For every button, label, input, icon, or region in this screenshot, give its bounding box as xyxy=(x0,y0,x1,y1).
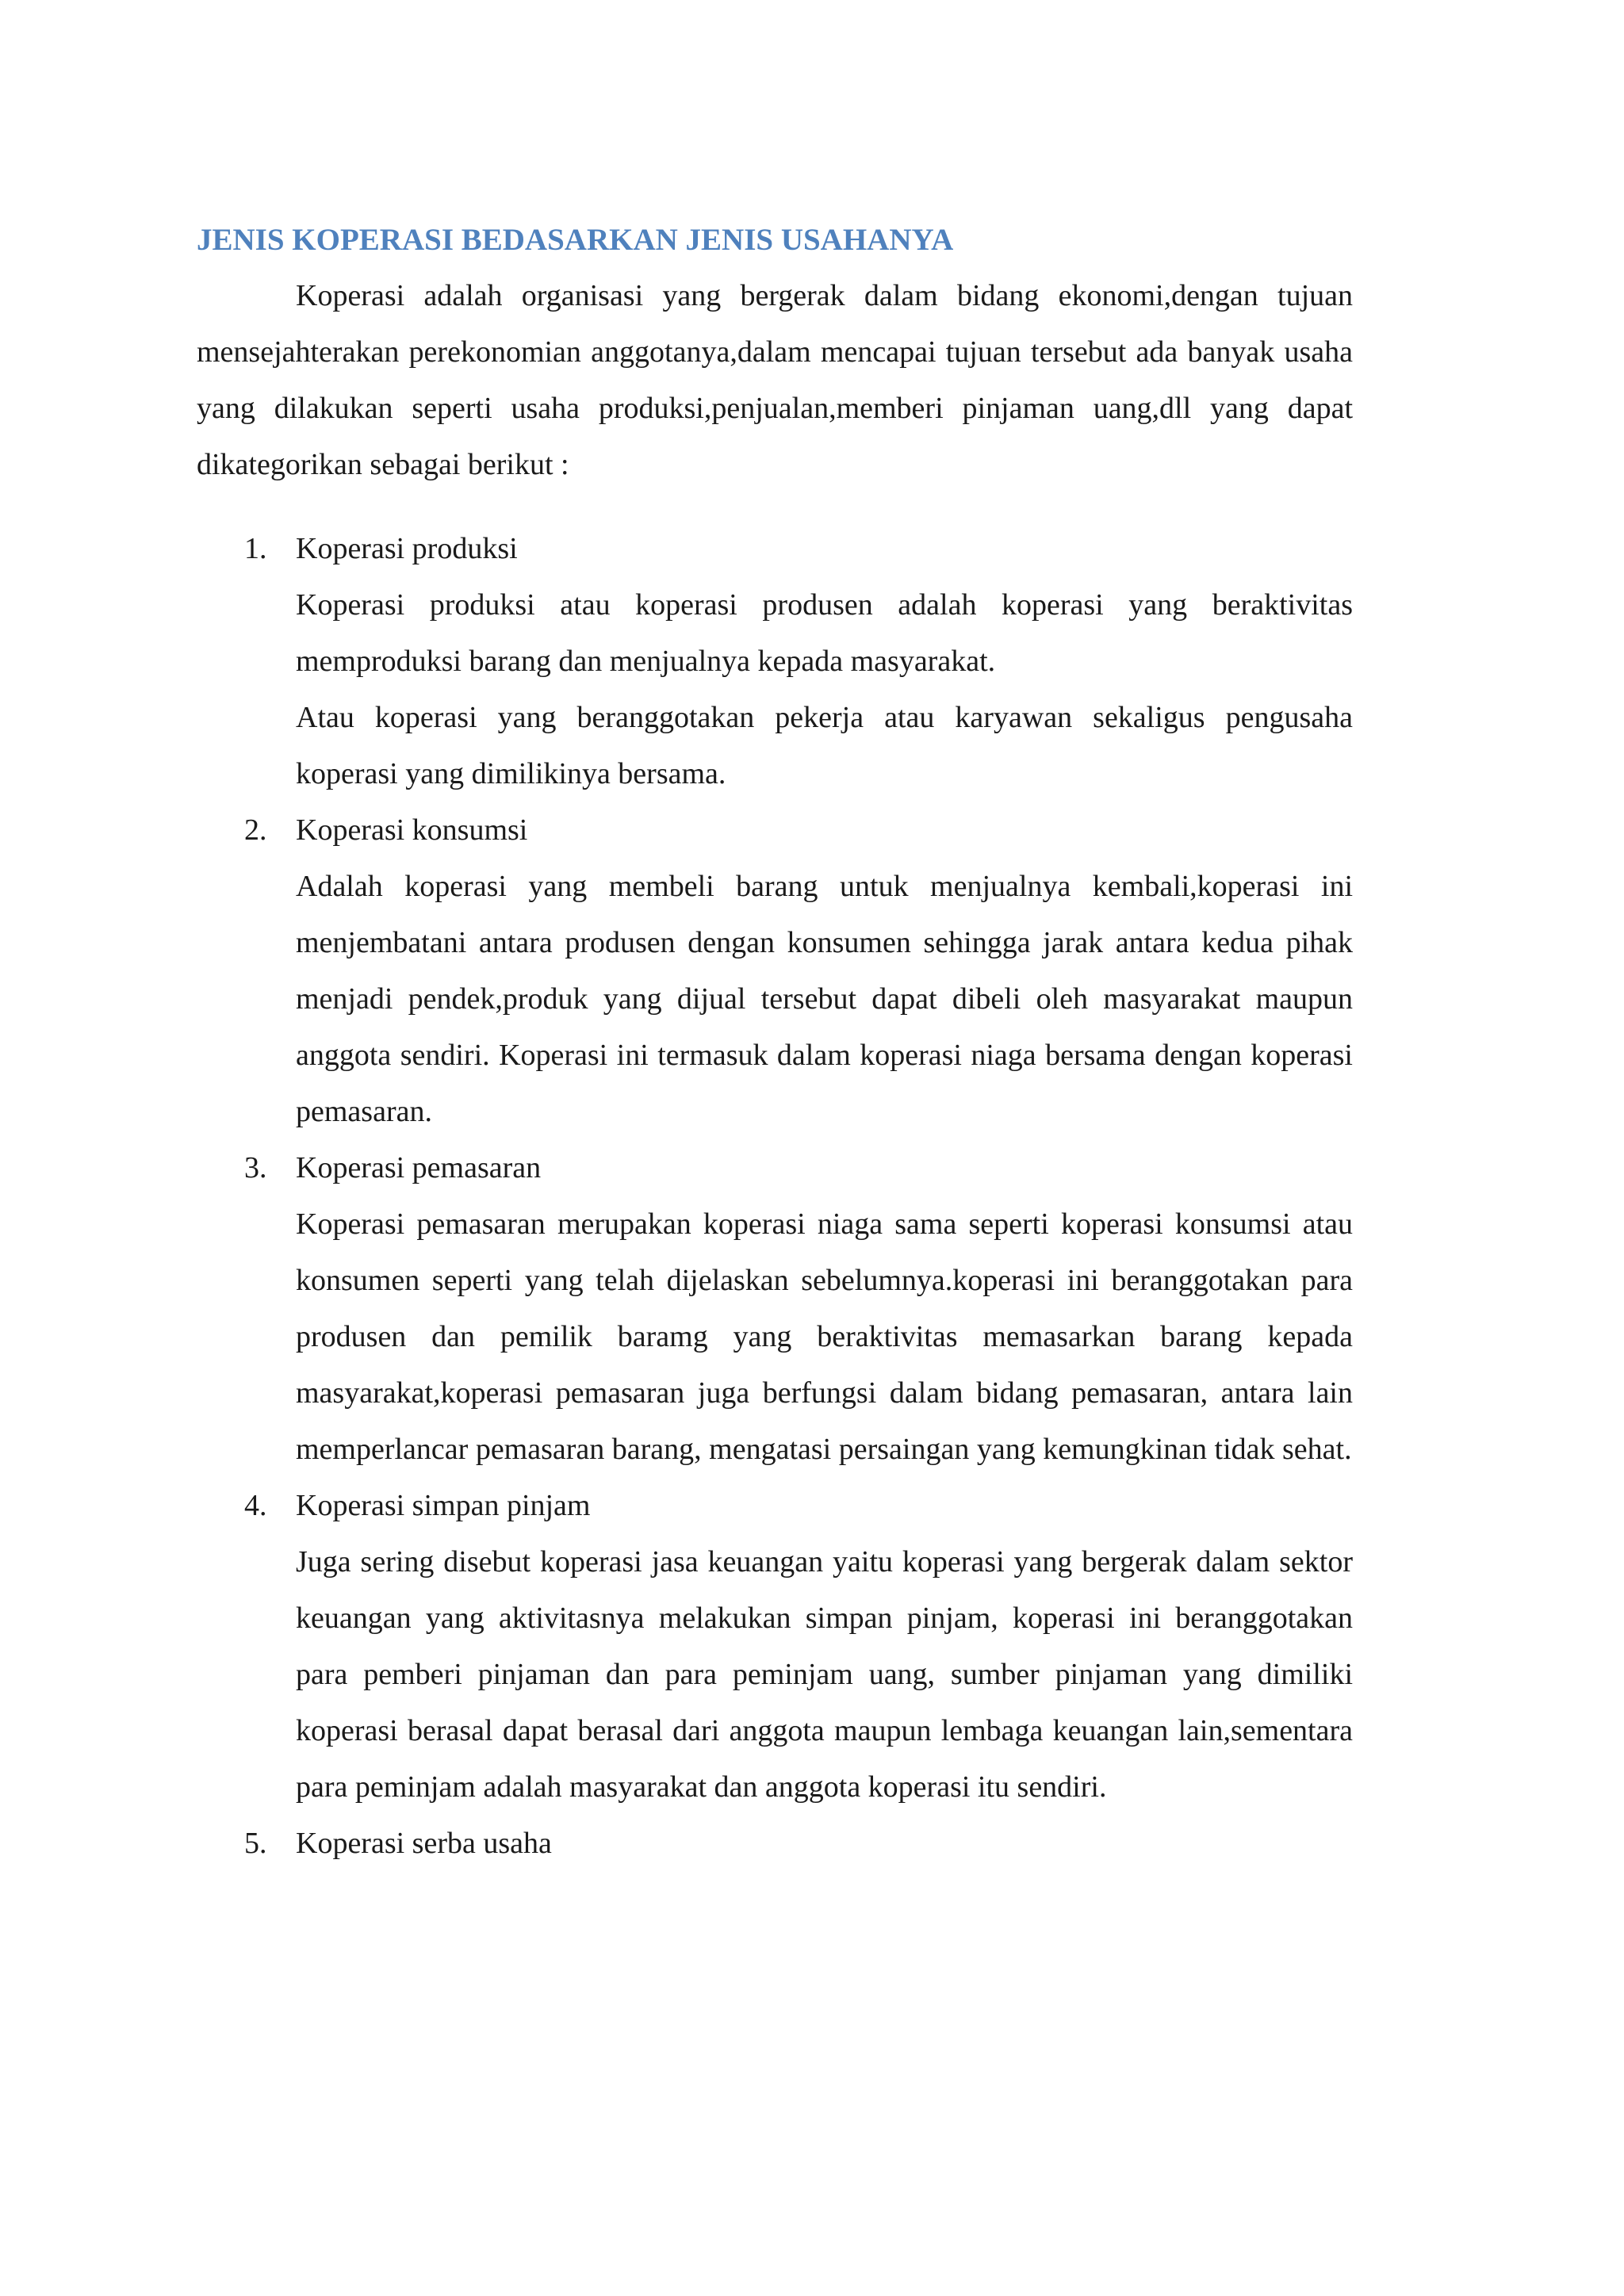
list-item-number: 1. xyxy=(244,532,267,565)
list-item-paragraph: Koperasi produksi atau koperasi produsen adalah koperasi yang beraktivitas memproduksi barang dan menjualnya kepada masyarakat. xyxy=(296,588,1353,678)
list-item-paragraph: Koperasi pemasaran merupakan koperasi niaga sama seperti koperasi konsumsi atau konsumen seperti yang telah dijelaskan sebelumnya.koperasi ini beranggotakan para produsen dan pemilik baramg yang beraktivitas memasarkan barang kepada masyarakat,koperasi pemasaran juga berfungsi dalam bidang pemasaran, antara lain memperlancar pemasaran barang, mengatasi persaingan yang kemungkinan tidak sehat. xyxy=(296,1207,1353,1466)
list-item-heading: Koperasi pemasaran xyxy=(296,1151,542,1184)
list-item-paragraph: Adalah koperasi yang membeli barang untuk menjualnya kembali,koperasi ini menjembatani antara produsen dengan konsumen sehingga jarak antara kedua pihak menjadi pendek,produk yang dijual tersebut dapat dibeli oleh masyarakat maupun anggota sendiri. Koperasi ini termasuk dalam koperasi niaga bersama dengan koperasi pemasaran. xyxy=(296,870,1353,1128)
document-page xyxy=(197,212,1353,1872)
list-item xyxy=(197,521,1353,802)
list-item-heading: Koperasi simpan pinjam xyxy=(296,1489,591,1522)
document-title: JENIS KOPERASI BEDASARKAN JENIS USAHANYA xyxy=(197,223,954,257)
list-item-number: 2. xyxy=(244,813,267,847)
list-item-number: 5. xyxy=(244,1827,267,1860)
list-item-heading: Koperasi serba usaha xyxy=(296,1827,552,1860)
list-item-paragraph: Juga sering disebut koperasi jasa keuangan yaitu koperasi yang bergerak dalam sektor keuangan yang aktivitasnya melakukan simpan pinjam, koperasi ini beranggotakan para pemberi pinjaman dan para peminjam uang, sumber pinjaman yang dimiliki koperasi berasal dapat berasal dari anggota maupun lembaga keuangan lain,sementara para peminjam adalah masyarakat dan anggota koperasi itu sendiri. xyxy=(296,1545,1353,1804)
list-item xyxy=(197,1816,1353,1872)
list-item-paragraph: Atau koperasi yang beranggotakan pekerja atau karyawan sekaligus pengusaha koperasi yang dimilikinya bersama. xyxy=(296,701,1353,790)
cooperative-type-list xyxy=(197,521,1353,1872)
intro-paragraph: Koperasi adalah organisasi yang bergerak dalam bidang ekonomi,dengan tujuan mensejahterakan perekonomian anggotanya,dalam mencapai tujuan tersebut ada banyak usaha yang dilakukan seperti usaha produksi,penjualan,memberi pinjaman uang,dll yang dapat dikategorikan sebagai berikut : xyxy=(197,279,1353,481)
list-item-number: 4. xyxy=(244,1489,267,1522)
list-item-heading: Koperasi produksi xyxy=(296,532,518,565)
list-item xyxy=(197,1140,1353,1478)
list-item-number: 3. xyxy=(244,1151,267,1184)
list-item xyxy=(197,802,1353,1140)
list-item-heading: Koperasi konsumsi xyxy=(296,813,528,847)
list-item xyxy=(197,1478,1353,1816)
